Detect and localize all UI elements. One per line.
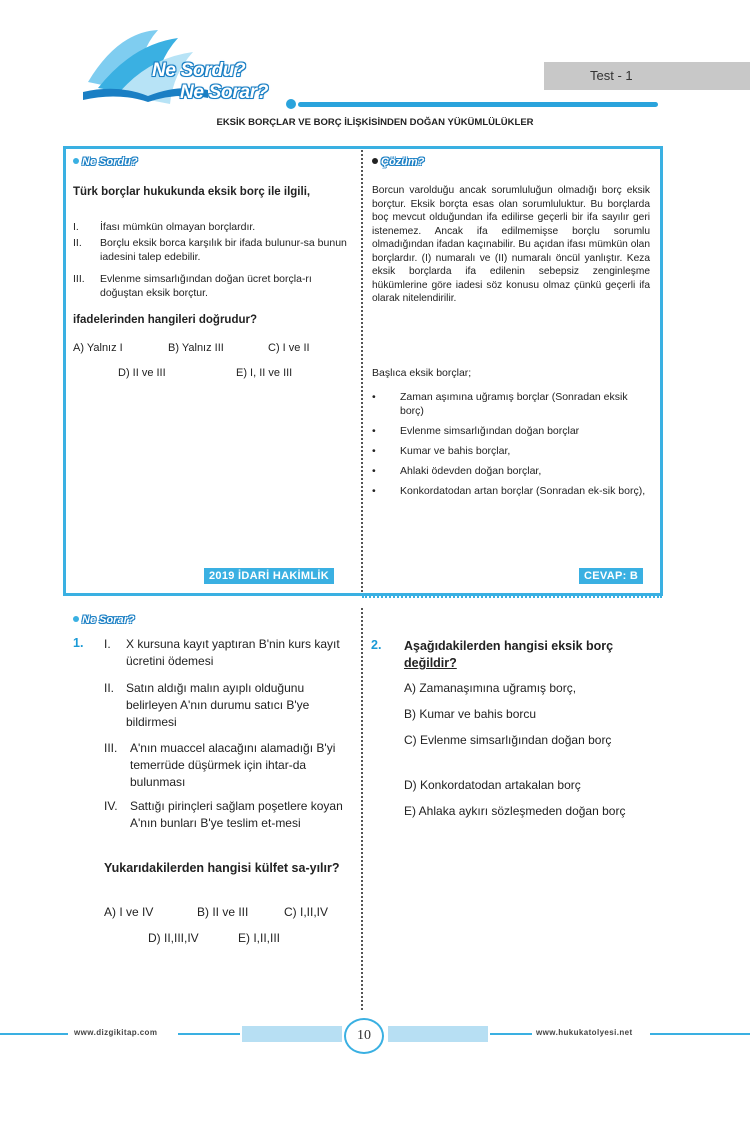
- footer-line: [178, 1033, 240, 1035]
- dashed-border: [362, 596, 662, 598]
- question-ask: ifadelerinden hangileri doğrudur?: [73, 314, 258, 326]
- option-e: E) I,II,III: [238, 931, 281, 945]
- question-number: 2.: [371, 638, 382, 652]
- badge-dot-icon: [372, 158, 378, 164]
- answer-tag: CEVAP: B: [579, 568, 643, 584]
- ne-sordu-badge: Ne Sordu?: [73, 152, 138, 170]
- option-a: A) I ve IV: [104, 905, 154, 919]
- option-d: D) Konkordatodan artakalan borç: [404, 778, 581, 792]
- option-d: D) II,III,IV: [148, 931, 199, 945]
- question-ask: Yukarıdakilerden hangisi külfet sa-yılır?: [104, 861, 340, 875]
- option-e: E) Ahlaka aykırı sözleşmeden doğan borç: [404, 804, 626, 818]
- logo-title-line2: Ne Sorar?: [180, 82, 269, 103]
- question-ask: Aşağıdakilerden hangisi eksik borç değildir?: [404, 639, 614, 670]
- option-a: A) Yalnız I: [73, 342, 123, 354]
- footer-bar: [388, 1026, 488, 1042]
- option-a: A) Zamanaşımına uğramış borç,: [404, 681, 577, 695]
- footer-line: [490, 1033, 532, 1035]
- ne-sorar-badge: Ne Sorar?: [73, 610, 135, 628]
- solution-subheading: Başlıca eksik borçlar;: [372, 367, 472, 379]
- footer-line: [0, 1033, 68, 1035]
- logo-title-line1: Ne Sordu?: [152, 60, 246, 81]
- footer-bar: [242, 1026, 342, 1042]
- question-lead: Türk borçlar hukukunda eksik borç ile ilgili,: [73, 186, 311, 198]
- question-number: 1.: [73, 636, 84, 650]
- option-e: E) I, II ve III: [236, 367, 293, 379]
- header-dot: [286, 99, 296, 109]
- page-number: 10: [344, 1018, 384, 1054]
- option-b: B) Kumar ve bahis borcu: [404, 707, 537, 721]
- badge-dot-icon: [73, 616, 79, 622]
- column-divider: [361, 150, 363, 592]
- option-c: C) I ve II: [268, 342, 310, 354]
- source-tag: 2019 İDARİ HAKİMLİK: [204, 568, 334, 584]
- test-label-box: [544, 62, 750, 90]
- badge-dot-icon: [73, 158, 79, 164]
- solution-paragraph: Borcun varolduğu ancak sorumluluğun olmadığı borç eksik borçtur. Eksik borçta esas olan sorumluluktur. Bu borçlarda boç mevcut olduğundan ifa edilirse geçerli bir ifa sayılır geri istenemez. Ancak ifa edilmemişse borçlu sorumlu olmadığından ifadan kaçınabilir. Bu açıdan ifası mümkün olan borçlardır. (I) numaralı ve (II) numaralı öncül yanlıştır. Keza eksik borçlarda ifa edilenin sebepsiz zenginleşme hükümlerine göre iadesi söz konusu olmaz çünkü geçerli ifa olarak nitelendirilir.: [372, 185, 650, 304]
- test-label: Test - 1: [590, 68, 633, 83]
- footer-line: [650, 1033, 750, 1035]
- option-c: C) Evlenme simsarlığından doğan borç: [404, 733, 612, 747]
- option-c: C) I,II,IV: [284, 905, 329, 919]
- column-divider: [361, 608, 363, 1010]
- option-b: B) II ve III: [197, 905, 249, 919]
- footer-left-url: www.dizgikitap.com: [74, 1028, 158, 1037]
- footer-right-url: www.hukukatolyesi.net: [536, 1028, 633, 1037]
- header-divider: [298, 102, 658, 107]
- option-d: D) II ve III: [118, 367, 166, 379]
- cozum-badge: Çözüm?: [372, 152, 424, 170]
- page-subtitle: EKSİK BORÇLAR VE BORÇ İLİŞKİSİNDEN DOĞAN YÜKÜMLÜLÜKLER: [216, 117, 534, 128]
- option-b: B) Yalnız III: [168, 342, 224, 354]
